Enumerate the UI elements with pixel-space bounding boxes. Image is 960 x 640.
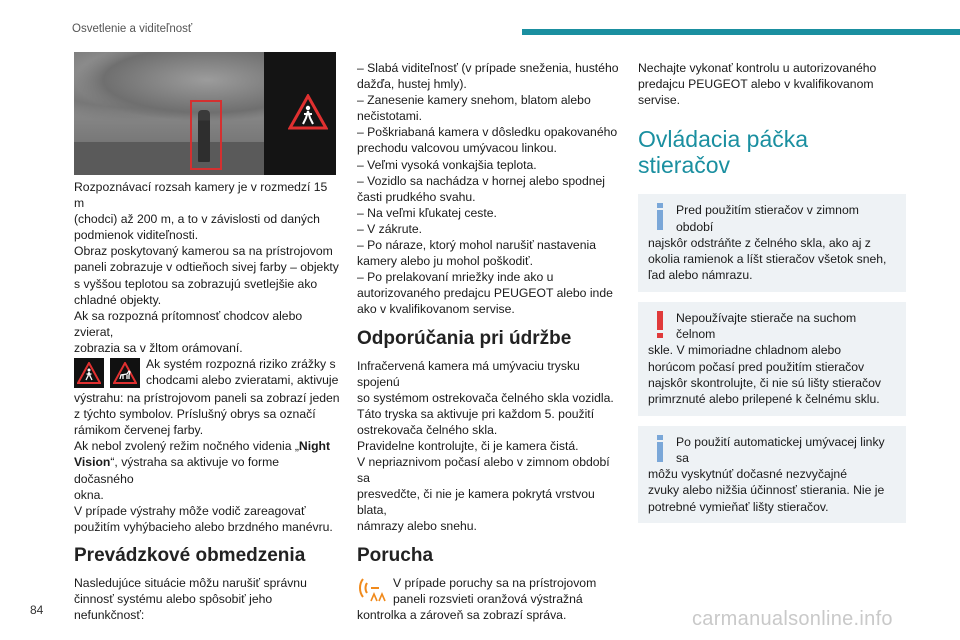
text-line: Nasledujúce situácie môžu narušiť správnu: [74, 575, 307, 590]
text-line: kontrolka a zároveň sa zobrazí správa.: [357, 607, 567, 622]
text-line: Nechajte vykonať kontrolu u autorizovaného: [638, 61, 877, 75]
road: [74, 142, 264, 175]
text-line: nefunkčnosť:: [74, 608, 145, 623]
list-item: nečistotami.: [357, 109, 423, 124]
text-line: Táto tryska sa aktivuje pri každom 5. použití: [357, 406, 595, 421]
list-item: – Poškriabaná kamera v dôsledku opakovaného: [357, 125, 618, 140]
info-icon: [654, 203, 666, 231]
text-line: rámikom červenej farby.: [74, 423, 204, 438]
text-line: V prípade poruchy sa na prístrojovom: [393, 575, 597, 590]
text-line: chladné objekty.: [74, 292, 162, 307]
warning-note-dry: [638, 302, 906, 416]
info-note-car-wash: [638, 426, 906, 523]
trees-background: [74, 52, 264, 122]
column-middle: [357, 60, 622, 623]
list-item: kamery alebo ju mohol poškodiť.: [357, 254, 533, 269]
text-line: Pred použitím stieračov v zimnom období: [676, 203, 859, 234]
text-line: Ak nebol zvolený režim nočného videnia „: [74, 439, 299, 454]
text-line: Ak sa rozpozná prítomnosť chodcov alebo zvierat,: [74, 308, 303, 339]
text-line: výstrahu: na prístrojovom paneli sa zobrazí jeden: [74, 391, 340, 406]
header-title: Osvetlenie a viditeľnosť: [72, 23, 193, 35]
text-line: presvedčte, či nie je kamera pokrytá vrstvou blata,: [357, 487, 595, 518]
text-line: námrazy alebo snehu.: [357, 519, 477, 534]
text-line: ľad alebo námrazu.: [648, 268, 753, 283]
text-line: Po použití automatickej umývacej linky sa: [676, 434, 885, 465]
column-right: [638, 60, 906, 533]
text-line: zvuky alebo nižšia účinnosť stierania. Nie je: [648, 483, 885, 498]
text-line: najskôr skontrolujte, či nie sú lišty stieračov: [648, 375, 882, 390]
intro-paragraph: [638, 60, 906, 108]
warning-icon: [654, 311, 666, 339]
text-line: servise.: [638, 93, 680, 108]
collision-icon-pair: [74, 358, 140, 388]
alert-paragraph: [74, 390, 340, 535]
list-item: prechodu valcovou umývacou linkou.: [357, 141, 557, 156]
text-line: V nepriaznivom počasí alebo v zimnom období sa: [357, 455, 610, 486]
heading-wiper-lever: Ovládacia páčka stieračov: [638, 126, 809, 179]
list-item: – Po náraze, ktorý mohol narušiť nastavenia: [357, 238, 596, 253]
text-line: Infračervená kamera má umývaciu trysku spojenú: [357, 358, 580, 389]
text-line: okolia ramienok a líšt stieračov všetok sneh,: [648, 252, 887, 267]
night-vision-image: [74, 52, 336, 175]
text-line: činnosť systému alebo spôsobiť jeho: [74, 591, 273, 606]
list-item: – Vozidlo sa nachádza v hornej alebo spodnej: [357, 173, 605, 188]
limits-paragraph: [74, 575, 340, 623]
text-line: paneli rozsvieti oranžová výstražná: [393, 591, 583, 606]
text-line: potrebné vymieňať lišty stieračov.: [648, 499, 829, 514]
text-line: najskôr odstráňte z čelného skla, ako aj z: [648, 235, 871, 250]
text-line: so systémom ostrekovača čelného skla vozidla.: [357, 390, 614, 405]
list-item: – Slabá viditeľnosť (v prípade sneženia, hustého: [357, 61, 619, 75]
text-line: primrznuté alebo prilepené k čelnému sklu.: [648, 392, 880, 407]
text-line: použitím vyhýbacieho alebo brzdného manévru.: [74, 519, 333, 534]
range-paragraph: [74, 179, 340, 356]
text-line: horúcom počasí pred použitím stieračov: [648, 359, 865, 374]
text-line: zobrazia sa v žltom orámovaní.: [74, 340, 243, 355]
list-item: ako v kvalifikovanom servise.: [357, 302, 515, 317]
info-note-winter: [638, 194, 906, 291]
fault-paragraph: [357, 575, 622, 623]
list-item: – Na veľmi kľukatej ceste.: [357, 205, 497, 220]
watermark: carmanualsonline.info: [692, 608, 893, 630]
text-line: “, výstraha sa aktivuje vo forme dočasného: [74, 455, 280, 486]
list-item: časti prudkého svahu.: [357, 189, 476, 204]
limitations-list: [357, 60, 622, 318]
text-line: Ak systém rozpozná riziko zrážky s: [146, 357, 336, 372]
info-icon: [654, 435, 666, 463]
text-line: Obraz poskytovaný kamerou sa na prístrojovom: [74, 244, 333, 259]
list-item: – Po prelakovaní mriežky inde ako u: [357, 270, 554, 285]
text-line: z týchto symbolov. Príslušný obrys sa označí: [74, 407, 316, 422]
text-line: Pravidelne kontrolujte, či je kamera čistá.: [357, 438, 579, 453]
pedestrian-warning-icon: [288, 94, 328, 130]
text-line: môžu vyskytnúť dočasné nezvyčajné: [648, 467, 847, 482]
animal-collision-icon: [110, 358, 140, 388]
night-vision-bold: Vision: [74, 455, 111, 470]
text-line: Nepoužívajte stierače na suchom čelnom: [676, 310, 857, 342]
text-line: Rozpoznávací rozsah kamery je v rozmedzí 15 m: [74, 180, 328, 211]
page-number: 84: [30, 603, 44, 617]
list-item: – Veľmi vysoká vonkajšia teplota.: [357, 157, 537, 172]
text-line: okna.: [74, 487, 104, 502]
collision-icons-row: [74, 356, 340, 390]
list-item: – Zanesenie kamery snehom, blatom alebo: [357, 93, 591, 108]
text-line: V prípade výstrahy môže vodič zareagovať: [74, 503, 306, 518]
pedestrian-collision-icon: [74, 358, 104, 388]
list-item: autorizovaného predajcu PEUGEOT alebo inde: [357, 286, 613, 301]
list-item: dažďa, hustej hmly).: [357, 77, 467, 92]
column-left: [74, 179, 340, 623]
night-vision-bold: Night: [298, 439, 331, 454]
text-line: skle. V mimoriadne chladnom alebo: [648, 343, 842, 358]
list-item: – V zákrute.: [357, 221, 423, 236]
text-line: (chodci) až 200 m, a to v závislosti od daných: [74, 212, 320, 227]
text-line: paneli zobrazuje v odtieňoch sivej farby – objekty: [74, 260, 339, 275]
text-line: podmienok viditeľnosti.: [74, 228, 199, 243]
heading-maintenance: Odporúčania pri údržbe: [357, 327, 572, 349]
header-accent-bar: [522, 29, 960, 35]
heading-operating-limits: Prevádzkové obmedzenia: [74, 544, 306, 566]
text-line: predajcu PEUGEOT alebo v kvalifikovanom: [638, 77, 874, 92]
heading-fault: Porucha: [357, 544, 434, 566]
camera-fault-icon: [357, 575, 387, 605]
maintenance-paragraph: [357, 358, 622, 535]
text-line: s vyššou teplotou sa zobrazujú svetlejšie ako: [74, 276, 318, 291]
text-line: ostrekovača čelného skla.: [357, 422, 498, 437]
pedestrian-red-frame: [190, 100, 222, 170]
text-line: chodcami alebo zvieratami, aktivuje: [146, 373, 339, 388]
